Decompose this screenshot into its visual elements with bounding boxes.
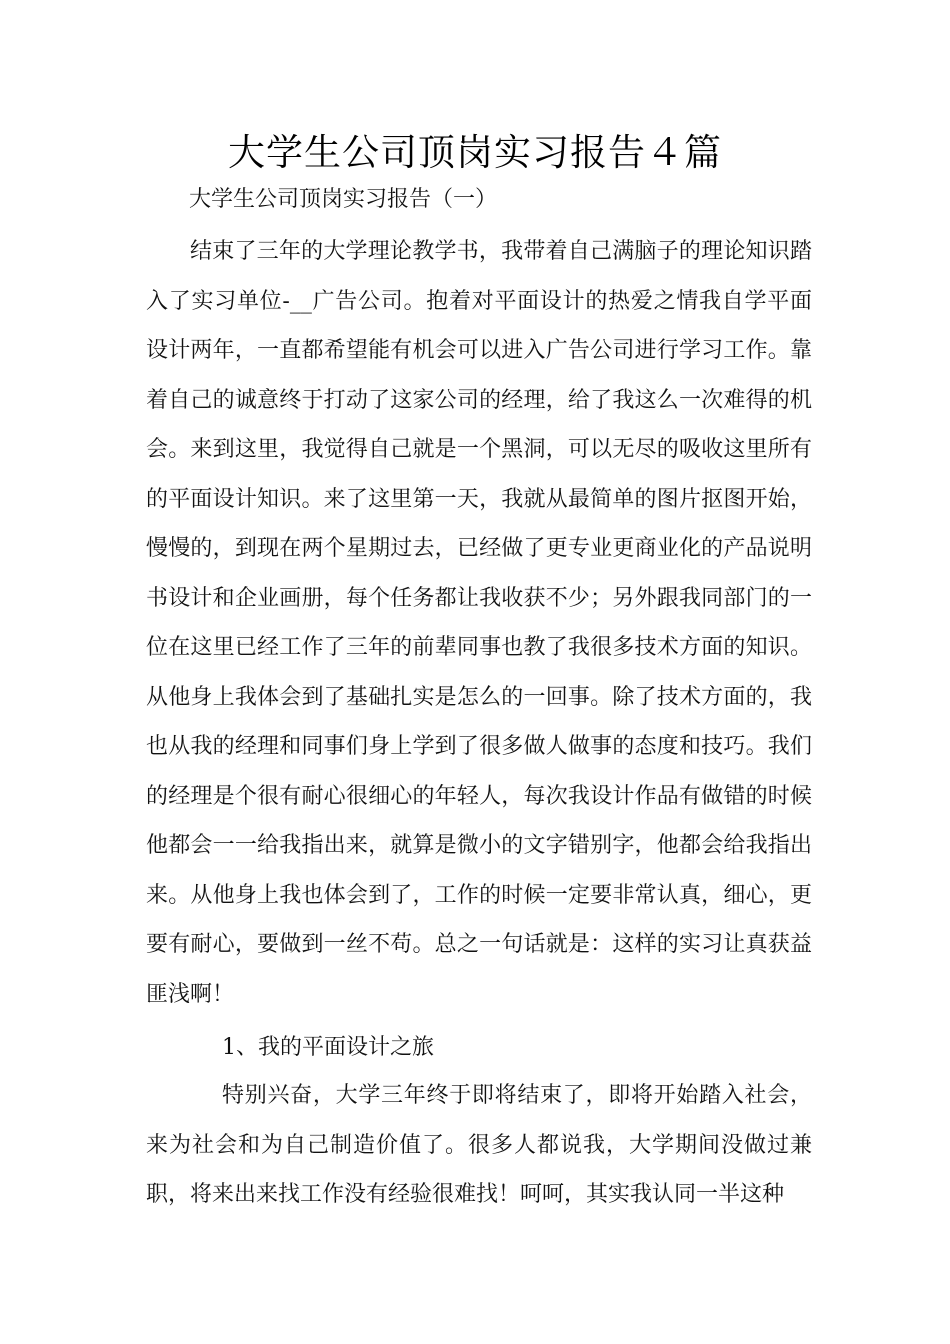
section-subtitle: 大学生公司顶岗实习报告（一） xyxy=(189,187,498,212)
section-heading: 1、我的平面设计之旅 xyxy=(222,1035,434,1060)
paragraph: 结束了三年的大学理论教学书，我带着自己满脑子的理论知识踏入了实习单位-__广告公司。抱着对平面设计的热爱之情我自学平面设计两年，一直都希望能有机会可以进入广告公司进行学习工作。靠着自己的诚意终于打动了这家公司的经理，给了我这么一次难得的机会。来到这里，我觉得自己就是一个黑洞，可以无尽的吸收这里所有的平面设计知识。来了这里第一天，我就从最简单的图片抠图开始，慢慢的，到现在两个星期过去，已经做了更专业更商业化的产品说明书设计和企业画册，每个任务都让我收获不少；另外跟我同部门的一位在这里已经工作了三年的前辈同事也教了我很多技术方面的知识。从他身上我体会到了基础扎实是怎么的一回事。除了技术方面的，我也从我的经理和同事们身上学到了很多做人做事的态度和技巧。我们的经理是个很有耐心很细心的年轻人，每次我设计作品有做错的时候他都会一一给我指出来，就算是微小的文字错别字，他都会给我指出来。从他身上我也体会到了，工作的时候一定要非常认真，细心，更要有耐心，要做到一丝不苟。总之一句话就是：这样的实习让真获益匪浅啊！ xyxy=(146,239,812,1007)
paragraph: 特别兴奋，大学三年终于即将结束了，即将开始踏入社会，来为社会和为自己制造价值了。很多人都说我，大学期间没做过兼职，将来出来找工作没有经验很难找！呵呵，其实我认同一半这种 xyxy=(146,1083,812,1207)
document-title: 大学生公司顶岗实习报告４篇 xyxy=(228,131,722,174)
